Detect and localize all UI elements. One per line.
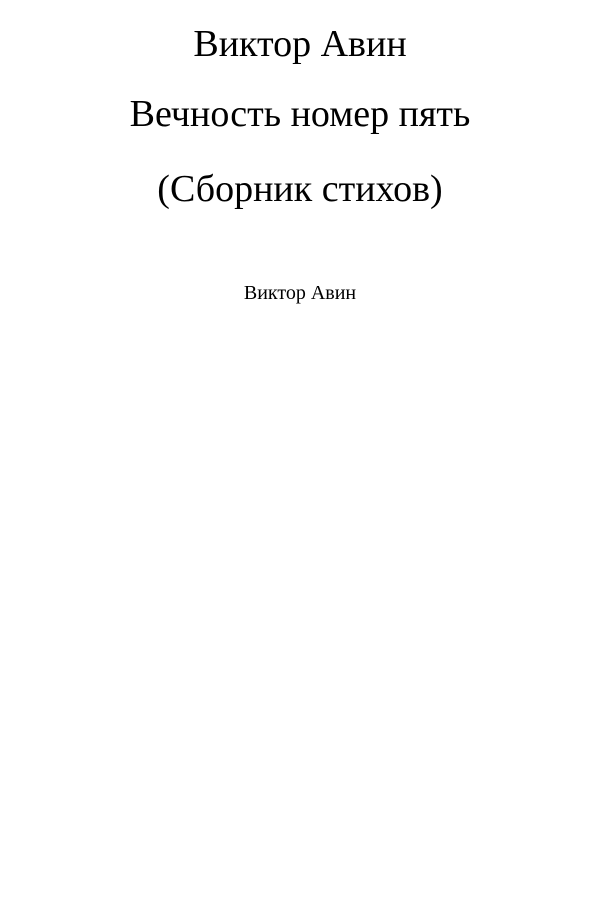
author-name-heading: Виктор Авин xyxy=(193,23,407,65)
book-title: Вечность номер пять xyxy=(129,93,471,135)
book-subtitle: (Сборник стихов) xyxy=(157,168,443,210)
author-name-small: Виктор Авин xyxy=(243,282,357,304)
